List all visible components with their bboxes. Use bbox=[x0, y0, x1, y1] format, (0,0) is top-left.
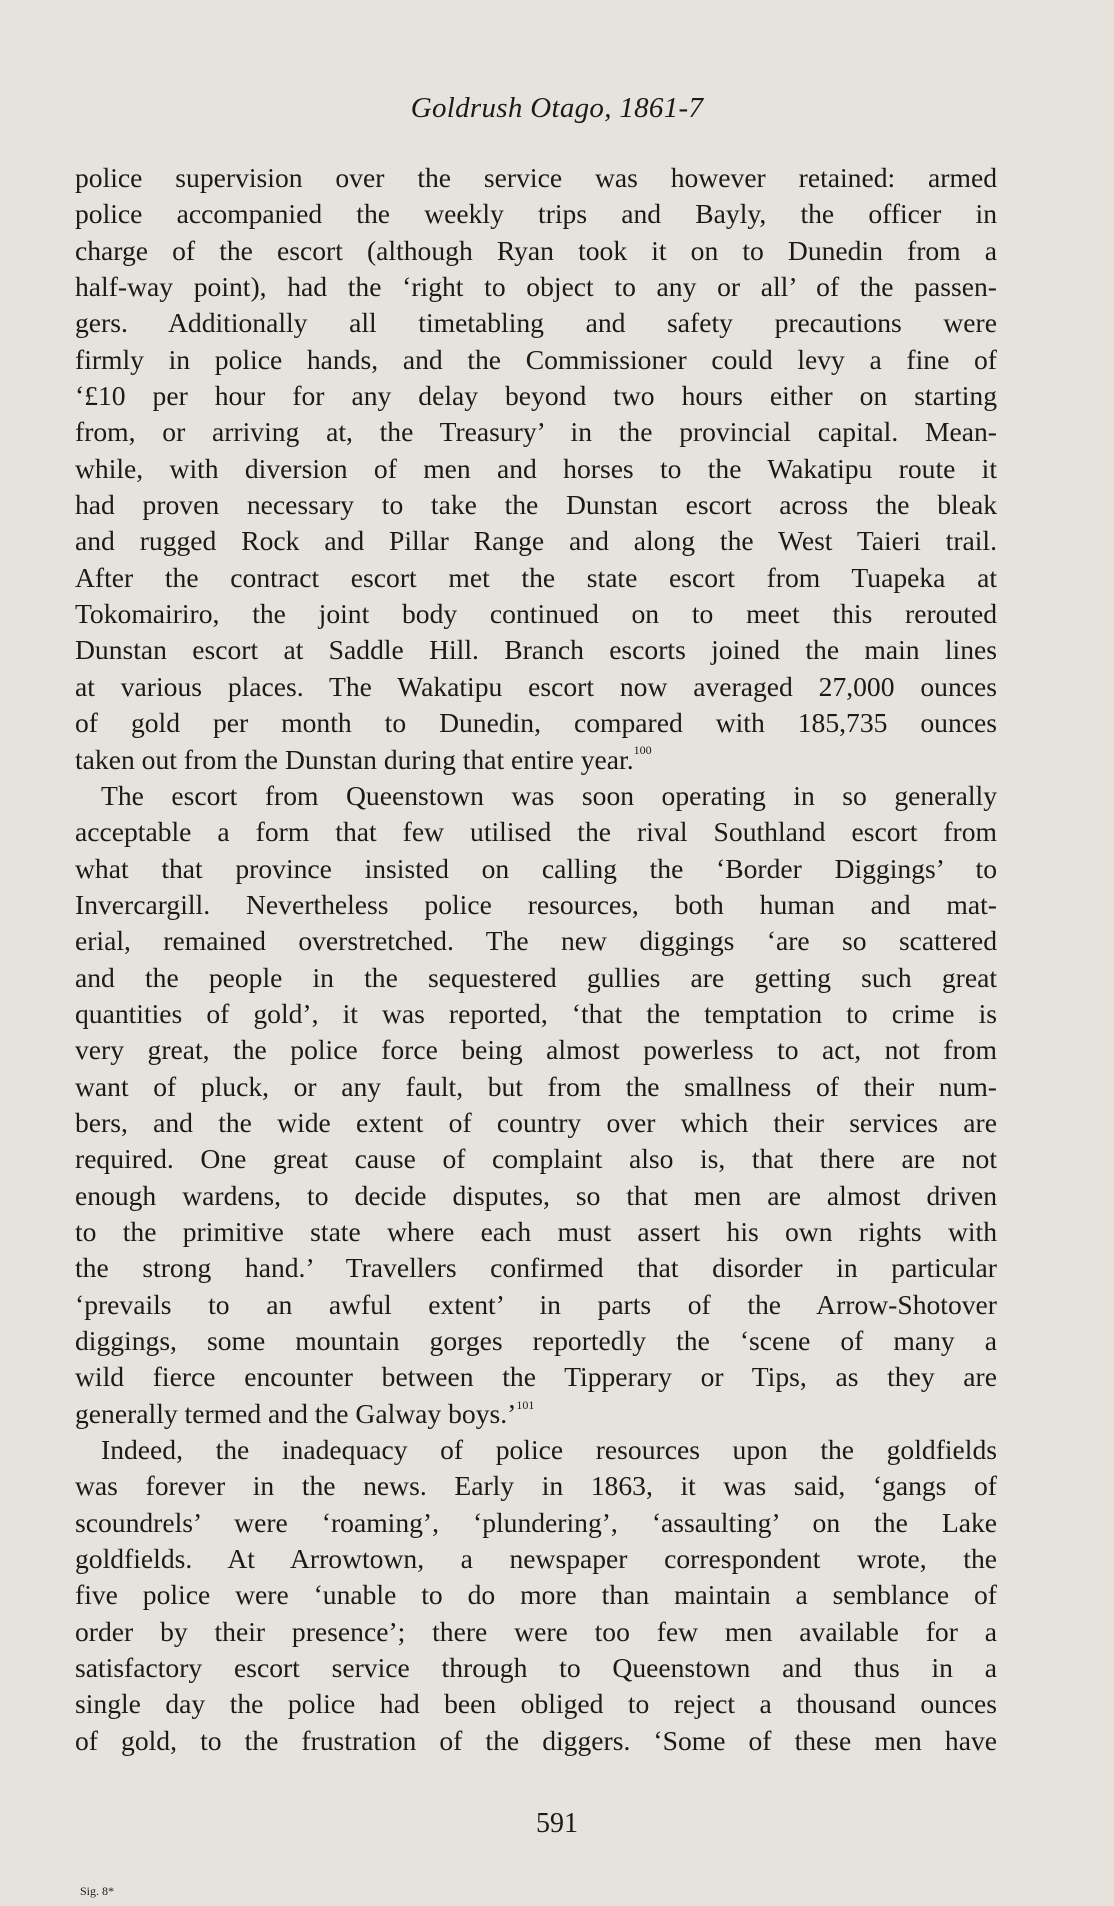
text-line: from, or arriving at, the Treasury’ in the provincial capital. Mean- bbox=[75, 416, 997, 448]
text-line: generally termed and the Galway boys.’ bbox=[75, 1397, 517, 1429]
text-line: charge of the escort (although Ryan took it on to Dunedin from a bbox=[75, 234, 997, 266]
text-line: quantities of gold’, it was reported, ‘that the temptation to crime is bbox=[75, 997, 997, 1029]
text-line: to the primitive state where each must assert his own rights with bbox=[75, 1215, 997, 1247]
text-line: firmly in police hands, and the Commissioner could levy a fine of bbox=[75, 343, 997, 375]
text-line: scoundrels’ were ‘roaming’, ‘plundering’, ‘assaulting’ on the Lake bbox=[75, 1506, 997, 1538]
footnote-ref-101: 101 bbox=[516, 1397, 535, 1412]
footnote-ref-100: 100 bbox=[633, 743, 652, 758]
text-line: ‘£10 per hour for any delay beyond two hours either on starting bbox=[75, 380, 997, 412]
text-line: After the contract escort met the state escort from Tuapeka at bbox=[75, 561, 997, 593]
text-line: very great, the police force being almost powerless to act, not from bbox=[75, 1034, 997, 1066]
text-line: enough wardens, to decide disputes, so that men are almost driven bbox=[75, 1179, 997, 1211]
text-line: acceptable a form that few utilised the rival Southland escort from bbox=[75, 816, 997, 848]
text-line: single day the police had been obliged to reject a thousand ounces bbox=[75, 1688, 997, 1720]
text-line: Invercargill. Nevertheless police resources, both human and mat- bbox=[75, 888, 997, 920]
text-line: want of pluck, or any fault, but from the smallness of their num- bbox=[75, 1070, 997, 1102]
text-line: had proven necessary to take the Dunstan escort across the bleak bbox=[75, 489, 997, 521]
text-line: the strong hand.’ Travellers confirmed that disorder in particular bbox=[75, 1252, 997, 1284]
text-line: and the people in the sequestered gullies are getting such great bbox=[75, 961, 997, 993]
text-line: at various places. The Wakatipu escort now averaged 27,000 ounces bbox=[75, 670, 997, 702]
text-line: of gold, to the frustration of the diggers. ‘Some of these men have bbox=[75, 1724, 997, 1756]
text-line: bers, and the wide extent of country over which their services are bbox=[75, 1106, 997, 1138]
text-line: diggings, some mountain gorges reportedly the ‘scene of many a bbox=[75, 1325, 997, 1356]
text-line: order by their presence’; there were too few men available for a bbox=[75, 1615, 997, 1647]
text-line: police accompanied the weekly trips and Bayly, the officer in bbox=[75, 198, 997, 230]
text-line: Tokomairiro, the joint body continued on to meet this rerouted bbox=[75, 598, 997, 630]
signature-mark: Sig. 8* bbox=[80, 1884, 115, 1898]
text-line: satisfactory escort service through to Queenstown and thus in a bbox=[75, 1652, 997, 1684]
text-line: goldfields. At Arrowtown, a newspaper correspondent wrote, the bbox=[75, 1543, 997, 1575]
paragraph-start: Indeed, the inadequacy of police resources upon the goldfields bbox=[101, 1434, 997, 1466]
text-line-with-note bbox=[75, 742, 997, 778]
text-line: Dunstan escort at Saddle Hill. Branch escorts joined the main lines bbox=[75, 634, 997, 666]
text-line: gers. Additionally all timetabling and safety precautions were bbox=[75, 307, 997, 339]
text-line: police supervision over the service was however retained: armed bbox=[75, 162, 997, 193]
text-line: five police were ‘unable to do more than maintain a semblance of bbox=[75, 1579, 997, 1611]
running-header: Goldrush Otago, 1861-7 bbox=[410, 92, 704, 124]
text-line: half-way point), had the ‘right to object to any or all’ of the passen- bbox=[75, 271, 997, 303]
paragraph-start: The escort from Queenstown was soon operating in so generally bbox=[101, 779, 997, 811]
text-line-with-note bbox=[75, 1396, 997, 1432]
text-line: ‘prevails to an awful extent’ in parts of the Arrow-Shotover bbox=[75, 1288, 997, 1320]
text-line: was forever in the news. Early in 1863, it was said, ‘gangs of bbox=[75, 1470, 997, 1502]
body-text bbox=[75, 160, 997, 1759]
text-line: taken out from the Dunstan during that entire year. bbox=[75, 743, 634, 775]
text-line: what that province insisted on calling the ‘Border Diggings’ to bbox=[75, 852, 997, 884]
text-line: and rugged Rock and Pillar Range and along the West Taieri trail. bbox=[75, 525, 997, 557]
text-line: wild fierce encounter between the Tipperary or Tips, as they are bbox=[75, 1361, 997, 1393]
page-number: 591 bbox=[536, 1808, 578, 1839]
text-line: erial, remained overstretched. The new diggings ‘are so scattered bbox=[75, 925, 997, 957]
text-line: required. One great cause of complaint also is, that there are not bbox=[75, 1143, 997, 1175]
text-line: of gold per month to Dunedin, compared with 185,735 ounces bbox=[75, 707, 997, 739]
text-line: while, with diversion of men and horses to the Wakatipu route it bbox=[75, 452, 997, 484]
